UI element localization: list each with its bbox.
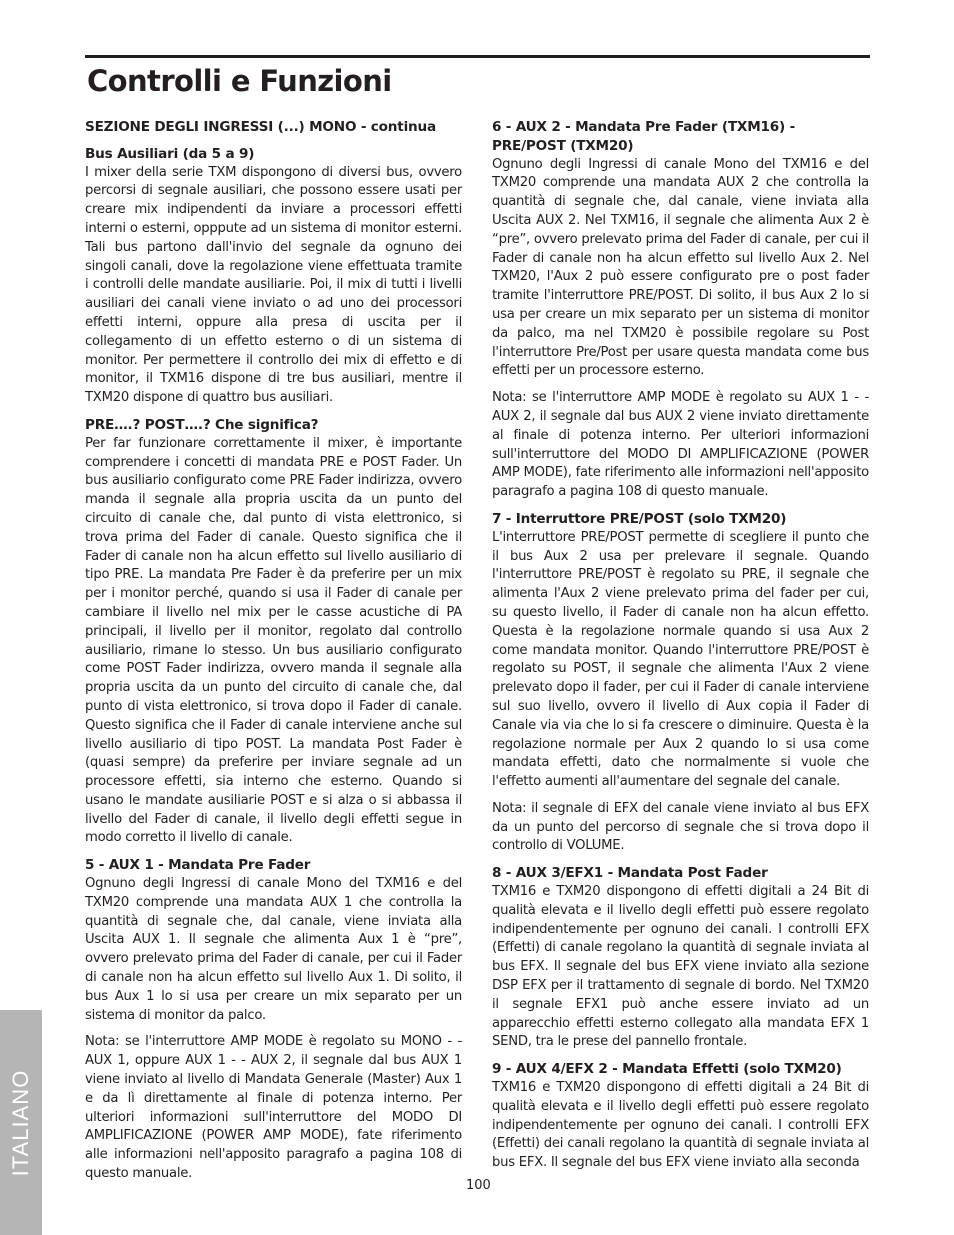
heading-pre-post-switch: 7 - Interruttore PRE/POST (solo TXM20) <box>492 510 787 527</box>
section-heading: SEZIONE DEGLI INGRESSI (...) MONO - continua <box>85 119 436 135</box>
page-title: Controlli e Funzioni <box>87 64 392 98</box>
heading-aux2: 6 - AUX 2 - Mandata Pre Fader (TXM16) - PRE/POST (TXM20) <box>492 119 796 154</box>
paragraph-aux4: TXM16 e TXM20 dispongono di effetti digitali a 24 Bit di qualità elevata e il livello degli effetti può essere regolato indipendentemente per ognuno dei canali. I controlli EFX (Effetti) dei canali regolano la quantità di segnale inviata al bus EFX. Il segnale del bus EFX viene inviato alla seconda <box>492 1080 869 1171</box>
note-aux1: Nota: se l'interruttore AMP MODE è regolato su MONO - - AUX 1, oppure AUX 1 - - AUX 2, il segnale dal bus AUX 1 viene inviato al livello di Mandata Generale (Master) Aux 1 e da lì direttamente al finale di potenza interno. Per ulteriori informazioni sull'interruttore del MODO DI AMPLIFICAZIONE (POWER AMP MODE), fate riferimento alle informazioni nell'apposito paragrafo a pagina 108 di questo manuale. <box>85 1034 462 1182</box>
language-tab <box>0 1010 42 1235</box>
note-aux2: Nota: se l'interruttore AMP MODE è regolato su AUX 1 - - AUX 2, il segnale dal bus AUX 2 viene inviato direttamente al finale di potenza interno. Per ulteriori informazioni sull'interruttore del MODO DI AMPLIFICAZIONE (POWER AMP MODE), fate riferimento alle informazioni nell'apposito paragrafo a pagina 108 di questo manuale. <box>492 390 869 500</box>
heading-aux4: 9 - AUX 4/EFX 2 - Mandata Effetti (solo TXM20) <box>492 1061 842 1078</box>
heading-bus-ausiliari: Bus Ausiliari (da 5 a 9) <box>85 145 255 162</box>
paragraph-aux2: Ognuno degli Ingressi di canale Mono del TXM16 e del TXM20 comprende una mandata AUX 2 che controlla la quantità di segnale che, dal canale, viene inviata alla Uscita AUX 2. Nel TXM16, il segnale che alimenta Aux 2 è “pre”, ovvero prelevato prima del Fader di canale, per cui il Fader di canale non ha alcun effetto sul livello Aux 2. Nel TXM20, l'Aux 2 può essere configurato pre o post fader tramite l'interruttore PRE/POST. Di solito, il bus Aux 2 lo si usa per creare un mix separato per un sistema di monitor da palco, ma nel TXM20 è possibile regolare su Post l'interruttore Pre/Post per usare questa mandata come bus effetti per un processore esterno. <box>492 156 869 379</box>
header-rule <box>85 55 870 58</box>
paragraph-pre-post-switch: L'interruttore PRE/POST permette di scegliere il punto che il bus Aux 2 usa per prelevare il segnale. Quando l'interruttore PRE/POST è regolato su PRE, il segnale che alimenta l'Aux 2 viene prelevato prima del fader per cui, su questo livello, il Fader di canale non ha alcun effetto. Questa è la regolazione normale quando si usa Aux 2 come mandata monitor. Quando l'interruttore PRE/POST è regolato su POST, il segnale che alimenta l'Aux 2 viene prelevato dopo il fader, per cui il Fader di canale interviene sul suo livello, ovvero il livello di Aux copia il Fader di Canale via via che lo si fa crescere o diminuire. Questa è la regolazione normale per Aux 2 quando lo si usa come mandata effetti, dato che normalmente si vuole che l'effetto aumenti all'aumentare del segnale del canale. <box>492 529 869 790</box>
heading-pre-post: PRE….? POST….? Che significa? <box>85 416 319 433</box>
page-number: 100 <box>466 1178 491 1193</box>
heading-aux1: 5 - AUX 1 - Mandata Pre Fader <box>85 857 311 874</box>
left-column <box>85 118 462 1192</box>
right-column <box>492 118 869 1181</box>
paragraph-aux3: TXM16 e TXM20 dispongono di effetti digitali a 24 Bit di qualità elevata e il livello degli effetti può essere regolato indipendentemente per ognuno dei canali. I controlli EFX (Effetti) di canale regolano la quantità di segnale inviata al bus EFX. Il segnale del bus EFX viene inviato alla sezione DSP EFX per il trattamento di segnale di bordo. Nel TXM20 il segnale EFX1 può anche essere inviato ad un apparecchio effetti esterno collegato alla mandata EFX 1 SEND, tra le prese del pannello frontale. <box>492 884 869 1050</box>
heading-aux3: 8 - AUX 3/EFX1 - Mandata Post Fader <box>492 865 768 882</box>
language-tab-label: ITALIANO <box>8 1069 33 1176</box>
paragraph-aux1: Ognuno degli Ingressi di canale Mono del TXM16 e del TXM20 comprende una mandata AUX 1 che controlla la quantità di segnale che, dal canale, viene inviata alla Uscita AUX 1. Il segnale che alimenta Aux 1 è “pre”, ovvero prelevato prima del Fader di canale, per cui il Fader di canale non ha alcun effetto sul livello Aux 1. Di solito, il bus Aux 1 lo si usa per creare un mix separato per un sistema di monitor da palco. <box>85 876 462 1023</box>
note-pre-post-switch: Nota: il segnale di EFX del canale viene inviato al bus EFX da un punto del percorso di segnale che si trova dopo il controllo di VOLUME. <box>492 800 869 854</box>
paragraph-pre-post: Per far funzionare correttamente il mixer, è importante comprendere i concetti di mandata PRE e POST Fader. Un bus ausiliario configurato come PRE Fader indirizza, ovvero manda il segnale alla propria uscita da un punto del circuito di canale che, dal punto di vista elettronico, si trova prima del Fader di canale. Questo significa che il Fader di canale non ha alcun effetto sul livello ausiliario di tipo PRE. La mandata Pre Fader è da preferire per un mix per i monitor perché, quando si usa il Fader di canale per cambiare il livello nel mix per le casse acustiche di PA principali, il livello per il monitor, regolato dal controllo ausiliario, rimane lo stesso. Un bus ausiliario configurato come POST Fader indirizza, ovvero manda il segnale alla propria uscita da un punto del circuito di canale che, dal punto di vista elettronico, si trova dopo il Fader di canale. Questo significa che il Fader di canale interviene anche sul livello ausiliario di tipo POST. La mandata Post Fader è (quasi sempre) da preferire per inviare segnale ad un processore effetti, sia interno che esterno. Quando si usano le mandate ausiliarie POST e si alza o si abbassa il livello del Fader di canale, il livello degli effetti segue in modo corretto il livello di canale. <box>85 435 462 846</box>
paragraph-bus-ausiliari: I mixer della serie TXM dispongono di diversi bus, ovvero percorsi di segnale ausiliari, che possono essere usati per creare mix indipendenti da inviare a processori effetti interni o esterni, opppute ad un sistema di monitor esterni. Tali bus partono dall'invio del segnale da ognuno dei singoli canali, dove la regolazione viene effettuata tramite i controlli delle mandate ausiliarie. Poi, il mix di tutti i livelli ausiliari dei canali viene inviato o ad uno dei processori effetti interni, oppure alla presa di uscita per il collegamento di un effetto esterno o di un sistema di monitor. Per permettere il controllo dei mix di effetto e di monitor, il TXM16 dispone di tre bus ausiliari, mentre il TXM20 dispone di quattro bus ausiliari. <box>85 164 462 406</box>
